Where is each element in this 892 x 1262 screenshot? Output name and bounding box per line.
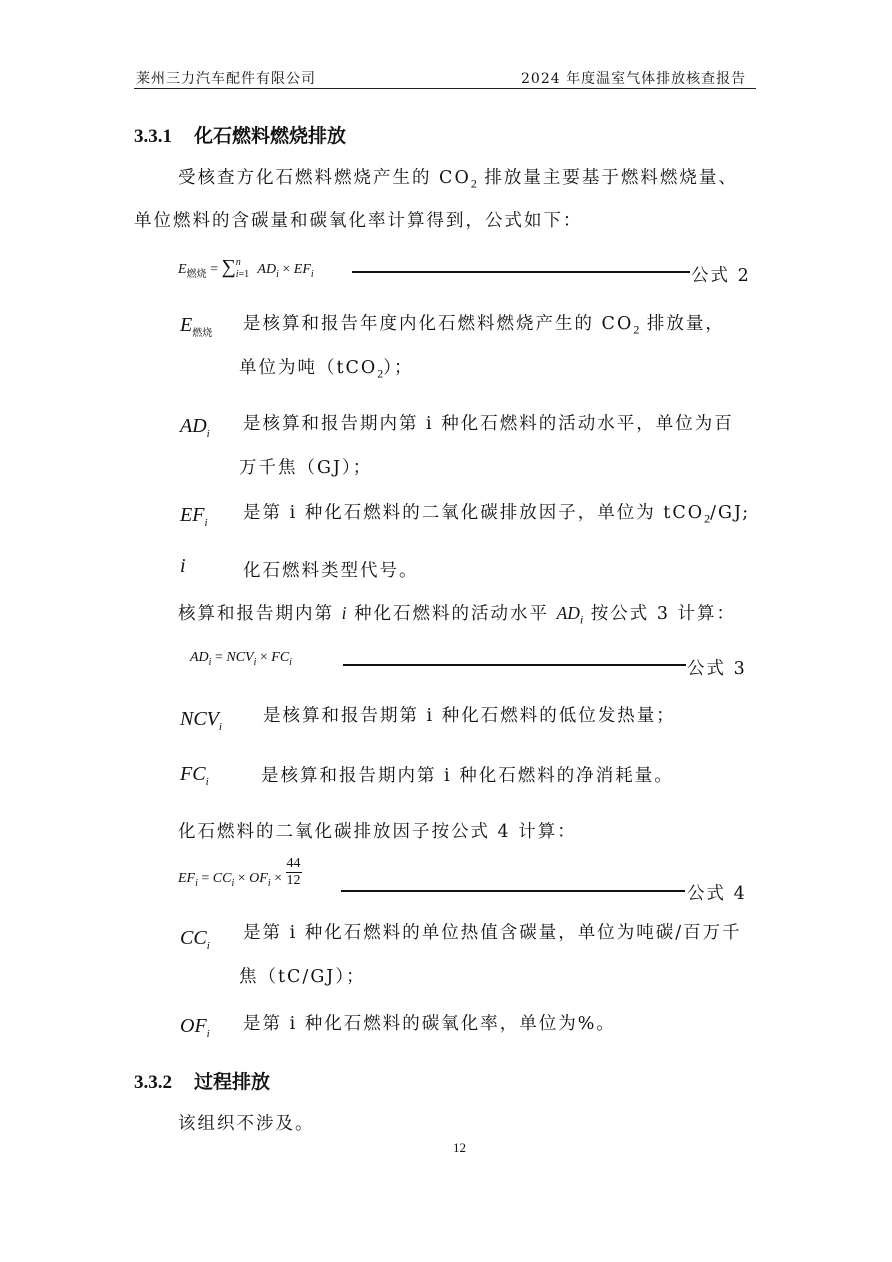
def-ncv: 是核算和报告期第 i 种化石燃料的低位发热量； [263,706,676,726]
ad-intro-text: 核算和报告期内第 [178,604,342,624]
header-report-title: 2024 年度温室气体排放核查报告 [521,71,747,87]
intro-line-2: 单位燃料的含碳量和碳氧化率计算得到，公式如下： [134,211,583,231]
ad-intro-i: i [341,603,347,623]
ad-intro [178,600,736,628]
formula-dash-line [341,890,685,892]
fraction-denominator: 12 [286,873,301,888]
def-text: 排放量， [639,314,725,334]
def-cc-line-1: 是第 i 种化石燃料的单位热值含碳量，单位为吨碳/百万千 [243,923,742,943]
formula-2-label: 公式 2 [691,266,751,286]
header-rule [134,88,756,89]
fraction-44-12 [286,856,302,889]
symbol-ncv: $NCV_i$ [180,708,222,733]
intro-text: 受核查方化石燃料燃烧产生的 CO [178,168,471,188]
formula-dash-line [352,271,690,273]
subscript: 2 [704,511,711,526]
header-company: 莱州三力汽车配件有限公司 [136,71,316,87]
formula-4: $EF_i = CC_i \times OF_i$ × $\frac{44}{12}$ [178,856,301,889]
section-title: 化石燃料燃烧排放 [194,125,347,147]
intro-text: 排放量主要基于燃料燃烧量、 [476,168,738,188]
symbol-ef: $EF_i$ [180,504,208,529]
section-title: 过程排放 [194,1071,271,1093]
formula-4-label: 公式 4 [687,884,747,904]
subscript: 2 [633,322,640,337]
section-332-body: 该组织不涉及。 [178,1114,315,1134]
subscript: 2 [377,366,384,381]
formula-3-label: 公式 3 [687,659,747,679]
ad-intro-text: 种化石燃料的活动水平 [346,604,557,624]
def-text: ）； [383,358,414,378]
section-number: 3.3.2 [134,1072,172,1093]
section-heading-331 [134,121,346,148]
def-i: 化石燃料类型代号。 [243,561,419,581]
symbol-fc: $FC_i$ [180,763,209,788]
def-ad-line-1: 是核算和报告期内第 i 种化石燃料的活动水平，单位为百 [243,414,734,434]
symbol-of: $OF_i$ [180,1015,210,1040]
def-cc-line-2: 焦（tC/GJ）； [239,967,366,987]
def-ad-line-2: 万千焦（GJ）； [239,458,373,478]
def-fc: 是核算和报告期内第 i 种化石燃料的净消耗量。 [261,766,674,786]
symbol-ad: $AD_i$ [180,415,210,440]
section-number: 3.3.1 [134,126,172,147]
def-e-line-2 [239,354,414,382]
def-text: 是核算和报告年度内化石燃料燃烧产生的 CO [243,314,634,334]
symbol-e-burn: $E_{燃烧}$ [180,314,213,339]
formula-3: $AD_i = NCV_i \times FC_i$ [190,650,292,668]
intro-line-1 [178,164,738,192]
fraction-numerator: 44 [286,856,301,871]
def-text: 是第 i 种化石燃料的二氧化碳排放因子，单位为 tCO [243,503,705,523]
def-of: 是第 i 种化石燃料的碳氧化率，单位为%。 [243,1014,616,1034]
subscript: i [579,612,584,627]
section-heading-332 [134,1067,270,1094]
symbol-cc: $CC_i$ [180,927,210,952]
def-e-line-1 [243,310,725,338]
ef-intro: 化石燃料的二氧化碳排放因子按公式 4 计算： [178,822,577,842]
page-number: 12 [453,1140,466,1155]
formula-2: $E_{燃烧} = \sum^n_{i=1}$ $AD_i \times EF_i$ [178,256,314,280]
formula-dash-line [343,664,686,666]
def-text: 单位为吨（tCO [239,358,378,378]
def-text: /GJ; [710,503,751,523]
def-ef [243,499,750,527]
ad-intro-text: 按公式 3 计算： [583,604,737,624]
ad-intro-symbol: AD [556,603,580,623]
subscript: 2 [470,176,477,191]
symbol-i: i [180,555,186,577]
